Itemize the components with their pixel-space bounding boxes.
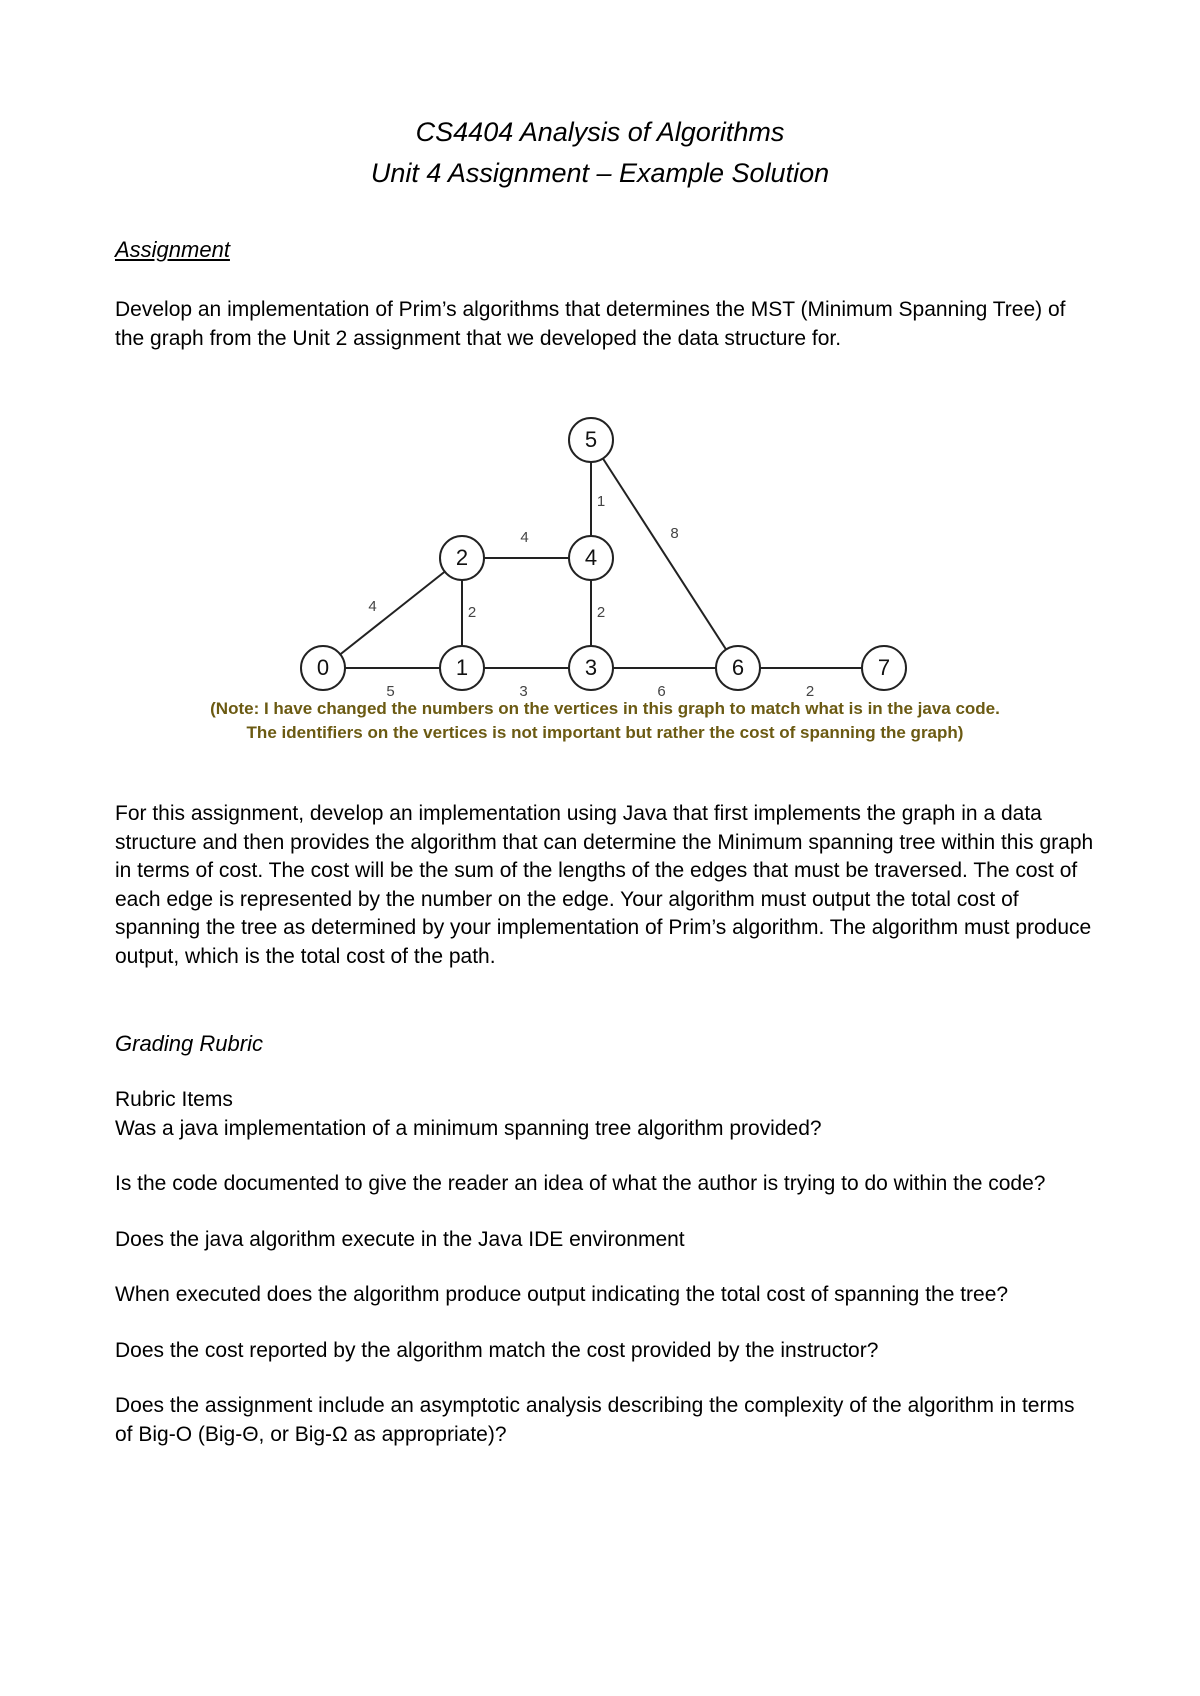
vertex-label: 6	[731, 654, 745, 680]
vertex-label: 3	[584, 654, 598, 680]
edge-weight-label: 2	[805, 682, 815, 700]
edge-weight-label: 8	[670, 524, 679, 542]
graph-edge-0-2	[323, 558, 462, 668]
vertex-label: 4	[584, 544, 598, 570]
vertex-label: 0	[316, 654, 330, 680]
graph-diagram	[290, 410, 930, 700]
document-title	[0, 112, 1200, 194]
edge-weight-label: 6	[657, 682, 666, 700]
vertex-label: 5	[584, 426, 598, 452]
vertex-label: 7	[877, 654, 891, 680]
assignment-intro: Develop an implementation of Prim’s algorithms that determines the MST (Minimum Spanning Tree) of the graph from the Unit 2 assignment that we developed the data structure for.	[115, 298, 1066, 350]
graph-note	[115, 697, 1095, 745]
graph-note-line-2: The identifiers on the vertices is not important but rather the cost of spanning the graph)	[246, 723, 964, 742]
vertex-label: 2	[455, 544, 469, 570]
edge-weight-label: 3	[519, 682, 528, 700]
vertex-label: 1	[455, 654, 469, 680]
edge-weight-label: 4	[368, 597, 377, 615]
assignment-title: Unit 4 Assignment – Example Solution	[370, 158, 830, 188]
rubric-item: Does the assignment include an asymptotic analysis describing the complexity of the algorithm in terms of Big-O (Big-Θ, or Big-Ω as appropriate)?	[115, 1394, 1075, 1446]
grading-rubric-heading: Grading Rubric	[115, 1031, 263, 1056]
edge-weight-label: 2	[596, 603, 606, 621]
rubric-item: Does the java algorithm execute in the Java IDE environment	[115, 1227, 685, 1251]
rubric-list	[115, 1086, 1095, 1476]
graph-note-line-1: (Note: I have changed the numbers on the vertices in this graph to match what is in the java code.	[210, 699, 1000, 718]
rubric-items-label: Rubric Items	[115, 1088, 233, 1111]
graph-svg	[290, 410, 930, 700]
edge-weight-label: 4	[520, 528, 529, 546]
rubric-item: Does the cost reported by the algorithm match the cost provided by the instructor?	[115, 1338, 879, 1362]
edge-weight-label: 2	[467, 603, 477, 621]
assignment-description: For this assignment, develop an implementation using Java that first implements the graph in a data structure and then provides the algorithm that can determine the Minimum spanning tree within this graph in terms of cost. The cost will be the sum of the lengths of the edges that must be traversed. The cost of each edge is represented by the number on the edge. Your algorithm must output the total cost of spanning the tree as determined by your implementation of Prim’s algorithm. The algorithm must produce output, which is the total cost of the path.	[115, 802, 1094, 968]
rubric-item: When executed does the algorithm produce output indicating the total cost of spanning the tree?	[115, 1283, 1009, 1306]
assignment-heading: Assignment	[115, 237, 230, 262]
edge-weight-label: 1	[596, 492, 606, 510]
rubric-item: Is the code documented to give the reader an idea of what the author is trying to do within the code?	[115, 1172, 1046, 1195]
edge-weight-label: 5	[386, 682, 395, 700]
course-title: CS4404 Analysis of Algorithms	[415, 117, 785, 147]
rubric-item: Was a java implementation of a minimum spanning tree algorithm provided?	[115, 1116, 822, 1140]
